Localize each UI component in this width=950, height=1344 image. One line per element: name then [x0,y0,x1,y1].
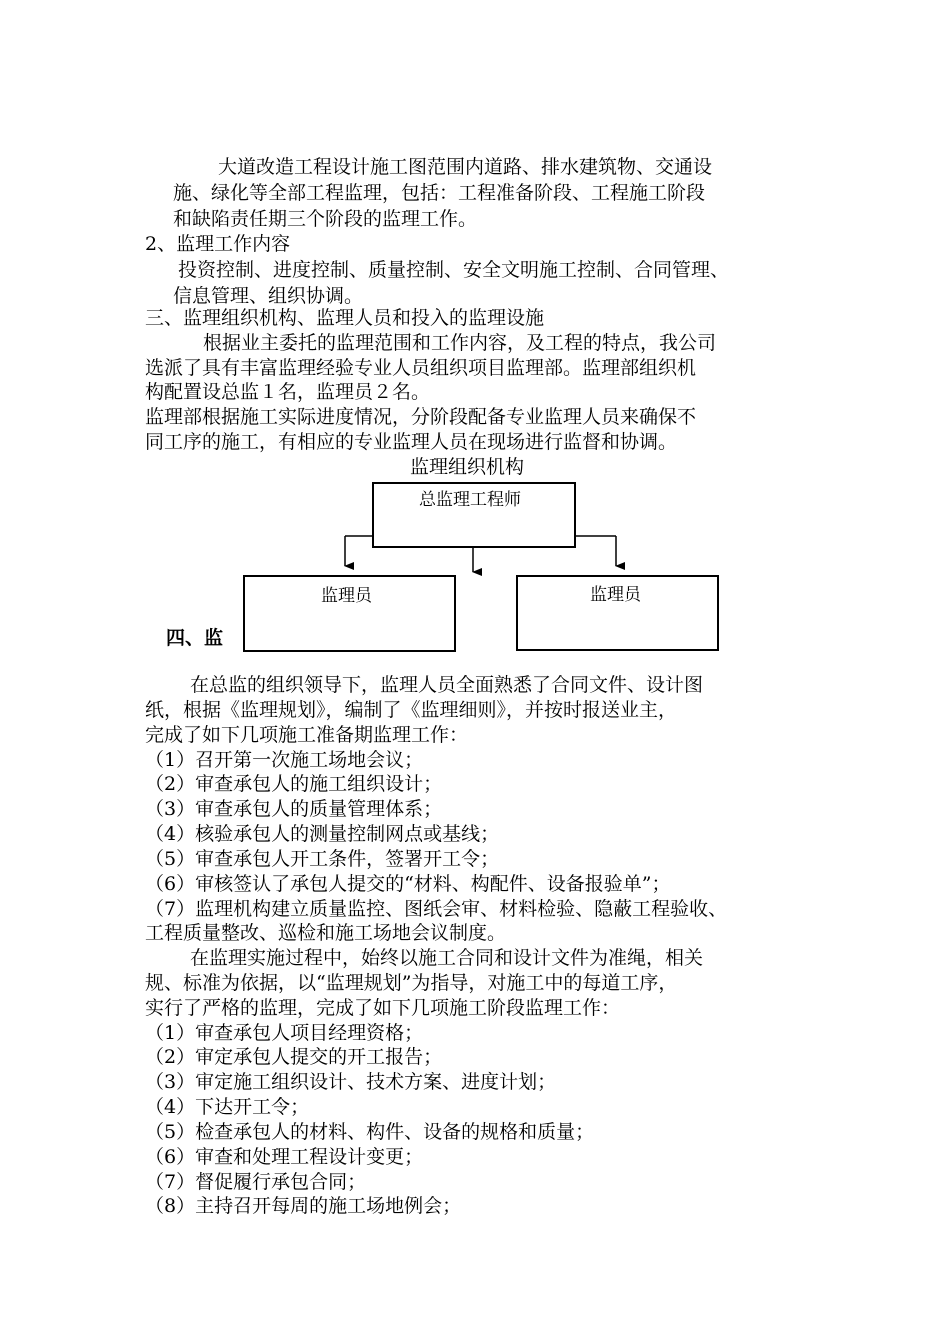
section-4-heading: 四、监 [166,627,224,649]
intro-line-1: 大道改造工程设计施工图范围内道路、排水建筑物、交通设 [218,156,713,178]
construction-item-4: （4）下达开工令； [145,1096,310,1118]
prep-item-4: （4）核验承包人的测量控制网点或基线； [145,823,500,845]
chief-supervisor-label: 总监理工程师 [419,490,521,510]
construction-item-7: （7）督促履行承包合同； [145,1171,367,1193]
construction-line-2: 规、标准为依据，以“监理规划”为指导，对施工中的每道工序， [145,972,678,994]
section-3-line-3: 构配置设总监１名，监理员２名。 [145,381,431,403]
section-3-line-2: 选派了具有丰富监理经验专业人员组织项目监理部。监理部组织机 [145,357,697,379]
prep-item-2: （2）审查承包人的施工组织设计； [145,773,443,795]
org-chart-title: 监理组织机构 [410,456,525,478]
section-3-heading: 三、监理组织机构、监理人员和投入的监理设施 [145,307,545,329]
section-4-heading-mask [245,620,255,650]
prep-item-1: （1）召开第一次施工场地会议； [145,749,424,771]
intro-line-3: 和缺陷责任期三个阶段的监理工作。 [173,208,478,230]
section-3-line-1: 根据业主委托的监理范围和工作内容，及工程的特点，我公司 [203,332,717,354]
prep-item-6: （6）审核签认了承包人提交的“材料、构配件、设备报验单”； [145,873,671,895]
construction-item-2: （2）审定承包人提交的开工报告； [145,1046,443,1068]
construction-item-1: （1）审查承包人项目经理资格； [145,1022,424,1044]
section-3-line-4: 监理部根据施工实际进度情况，分阶段配备专业监理人员来确保不 [145,406,697,428]
supervisor-label-left: 监理员 [321,586,372,606]
construction-line-3: 实行了严格的监理，完成了如下几项施工阶段监理工作： [145,997,621,1019]
section-2-line-2: 信息管理、组织协调。 [173,285,364,307]
supervisor-label-right: 监理员 [590,585,641,605]
construction-item-5: （5）检查承包人的材料、构件、设备的规格和质量； [145,1121,595,1143]
section-2-line-1: 投资控制、进度控制、质量控制、安全文明施工控制、合同管理、 [178,259,730,281]
prep-item-7-cont: 工程质量整改、巡检和施工场地会议制度。 [145,922,507,944]
prep-line-3: 完成了如下几项施工准备期监理工作： [145,724,469,746]
intro-line-2: 施、绿化等全部工程监理，包括：工程准备阶段、工程施工阶段 [173,182,706,204]
construction-item-3: （3）审定施工组织设计、技术方案、进度计划； [145,1071,557,1093]
prep-item-7: （7）监理机构建立质量监控、图纸会审、材料检验、隐蔽工程验收、 [145,898,728,920]
prep-item-5: （5）审查承包人开工条件，签署开工令； [145,848,500,870]
section-3-line-5: 同工序的施工，有相应的专业监理人员在现场进行监督和协调。 [145,431,678,453]
construction-item-6: （6）审查和处理工程设计变更； [145,1146,424,1168]
prep-item-3: （3）审查承包人的质量管理体系； [145,798,443,820]
section-2-heading: 2、监理工作内容 [145,233,291,255]
construction-item-8: （8）主持召开每周的施工场地例会； [145,1195,462,1217]
prep-line-2: 纸，根据《监理规划》，编制了《监理细则》，并按时报送业主， [145,699,678,721]
construction-line-1: 在监理实施过程中，始终以施工合同和设计文件为准绳，相关 [190,947,704,969]
prep-line-1: 在总监的组织领导下，监理人员全面熟悉了合同文件、设计图 [190,674,704,696]
